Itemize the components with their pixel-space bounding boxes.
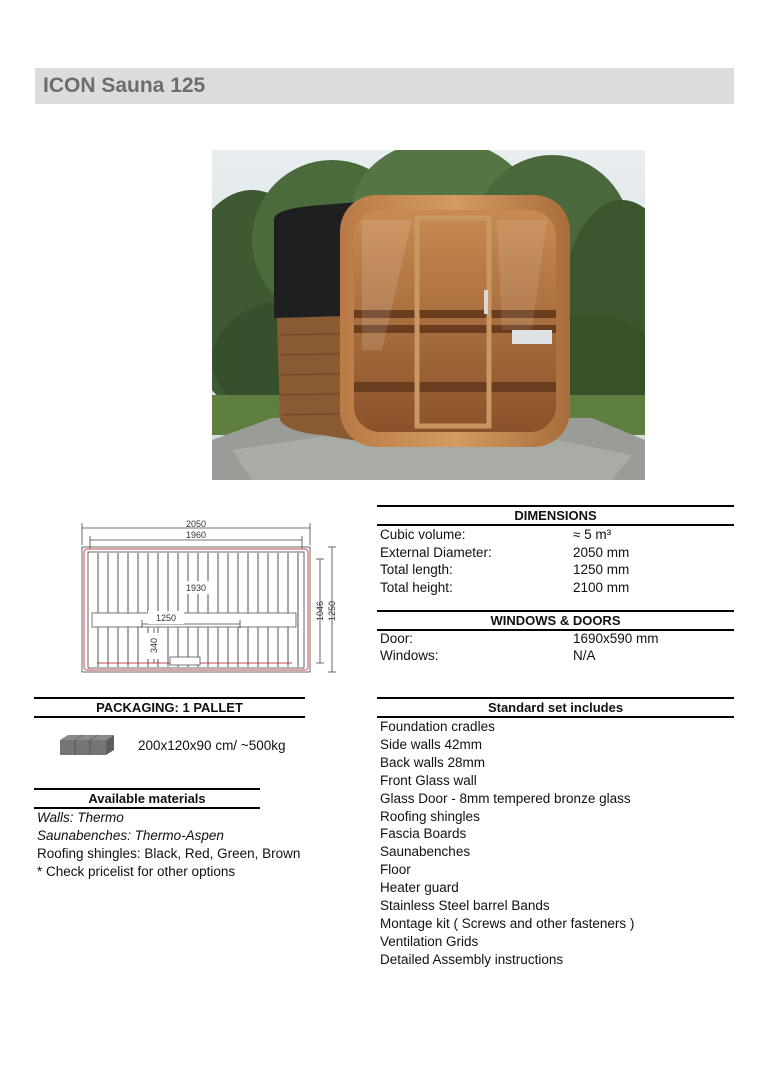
sauna-photo <box>212 150 645 480</box>
dim-value: 2050 mm <box>573 544 630 560</box>
dim-height-outer: 1250 <box>327 600 337 621</box>
door-value: 1690x590 mm <box>573 631 659 646</box>
dim-label: Total length: <box>380 562 453 577</box>
list-item: Heater guard <box>380 880 459 896</box>
materials-heading: Available materials <box>34 788 260 809</box>
pallet-icon <box>58 734 116 756</box>
dim-value: 1250 mm <box>573 562 630 577</box>
windows-value: N/A <box>573 648 596 663</box>
materials-list <box>37 809 300 881</box>
windows-doors-heading: WINDOWS & DOORS <box>377 610 734 631</box>
list-item: Saunabenches <box>380 844 471 860</box>
title-bar <box>35 68 734 104</box>
list-item: Glass Door - 8mm tempered bronze glass <box>380 790 631 806</box>
list-item: Detailed Assembly instructions <box>380 951 564 967</box>
standard-set-list <box>380 718 634 969</box>
dimensions-table <box>380 526 734 598</box>
list-item: Ventilation Grids <box>380 933 479 949</box>
dim-label: Cubic volume: <box>380 527 466 542</box>
windows-label: Windows: <box>380 648 439 663</box>
dim-bench-width: 1250 <box>155 613 177 623</box>
dim-value: ≈ 5 m³ <box>573 527 612 542</box>
list-item: Back walls 28mm <box>380 754 486 770</box>
packaging-size: 200x120x90 cm/ ~500kg <box>138 738 286 753</box>
list-item: Roofing shingles <box>380 808 480 824</box>
standard-set-heading: Standard set includes <box>377 697 734 718</box>
list-item: Foundation cradles <box>380 719 495 734</box>
windows-doors-table <box>380 630 734 666</box>
material-benches: Saunabenches: Thermo-Aspen <box>37 828 224 843</box>
page-title: ICON Sauna 125 <box>43 74 206 97</box>
dim-value: 2100 mm <box>573 579 630 595</box>
packaging-heading: PACKAGING: 1 PALLET <box>34 697 305 718</box>
dim-bench-height: 340 <box>149 637 159 653</box>
dim-inner-height: 1930 <box>185 583 207 593</box>
list-item: Side walls 42mm <box>380 736 483 752</box>
technical-drawing <box>62 493 362 683</box>
dim-label: External Diameter: <box>380 544 492 560</box>
list-item: Stainless Steel barrel Bands <box>380 898 550 914</box>
dim-height-inner: 1046 <box>315 600 325 621</box>
list-item: Fascia Boards <box>380 826 467 842</box>
material-walls: Walls: Thermo <box>37 810 124 825</box>
material-shingles: Roofing shingles: Black, Red, Green, Brown <box>37 846 301 861</box>
list-item: Floor <box>380 862 411 878</box>
materials-note: * Check pricelist for other options <box>37 864 236 879</box>
dim-width-outer: 2050 <box>185 519 207 529</box>
list-item: Montage kit ( Screws and other fasteners ) <box>380 915 635 931</box>
dim-label: Total height: <box>380 579 453 595</box>
door-label: Door: <box>380 631 414 646</box>
list-item: Front Glass wall <box>380 772 477 788</box>
dimensions-heading: DIMENSIONS <box>377 505 734 526</box>
dim-width-inner: 1960 <box>185 530 207 540</box>
